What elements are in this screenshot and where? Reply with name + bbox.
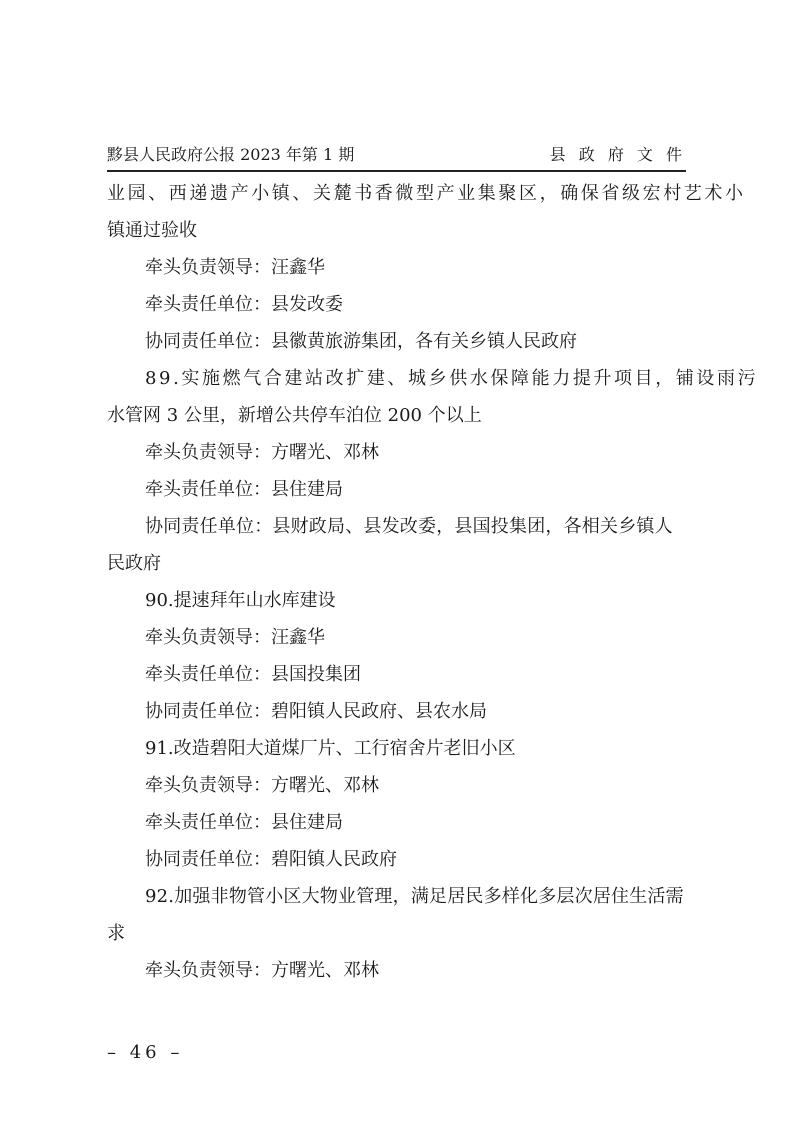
lead-unit-line: 牵头责任单位：县住建局 <box>145 479 343 500</box>
lead-leader-line: 牵头负责领导：方曙光、邓林 <box>145 960 379 981</box>
text-line: 镇通过验收 <box>107 220 197 241</box>
page-number: – 46 – <box>107 1042 184 1063</box>
header-rule <box>107 170 686 172</box>
document-body <box>107 175 759 989</box>
item-heading-92: 92.加强非物管小区大物业管理，满足居民多样化多层次居住生活需 <box>145 886 684 907</box>
text-line: 求 <box>107 923 125 944</box>
bulletin-title: 黟县人民政府公报 2023 年第 1 期 <box>107 145 355 164</box>
text-line: 业园、西递遗产小镇、关麓书香微型产业集聚区，确保省级宏村艺术小 <box>107 183 746 204</box>
lead-unit-line: 牵头责任单位：县国投集团 <box>145 664 361 685</box>
lead-unit-line: 牵头责任单位：县住建局 <box>145 812 343 833</box>
cooperating-unit-line: 协同责任单位：县徽黄旅游集团，各有关乡镇人民政府 <box>145 331 577 352</box>
cooperating-unit-line: 协同责任单位：县财政局、县发改委，县国投集团，各相关乡镇人 <box>145 516 673 537</box>
lead-unit-line: 牵头责任单位：县发改委 <box>145 294 343 315</box>
lead-leader-line: 牵头负责领导：汪鑫华 <box>145 627 325 648</box>
item-heading-91: 91.改造碧阳大道煤厂片、工行宿舍片老旧小区 <box>145 738 516 759</box>
text-line: 水管网 3 公里，新增公共停车泊位 200 个以上 <box>107 405 482 426</box>
item-heading-90: 90.提速拜年山水库建设 <box>145 590 336 611</box>
lead-leader-line: 牵头负责领导：方曙光、邓林 <box>145 775 379 796</box>
cooperating-unit-line: 协同责任单位：碧阳镇人民政府 <box>145 849 397 870</box>
lead-leader-line: 牵头负责领导：方曙光、邓林 <box>145 442 379 463</box>
item-heading-89: 89.实施燃气合建站改扩建、城乡供水保障能力提升项目，铺设雨污 <box>145 368 759 389</box>
running-header <box>107 142 686 168</box>
section-title: 县 政 府 文 件 <box>549 145 686 164</box>
lead-leader-line: 牵头负责领导：汪鑫华 <box>145 257 325 278</box>
cooperating-unit-line: 协同责任单位：碧阳镇人民政府、县农水局 <box>145 701 487 722</box>
text-line: 民政府 <box>107 553 161 574</box>
